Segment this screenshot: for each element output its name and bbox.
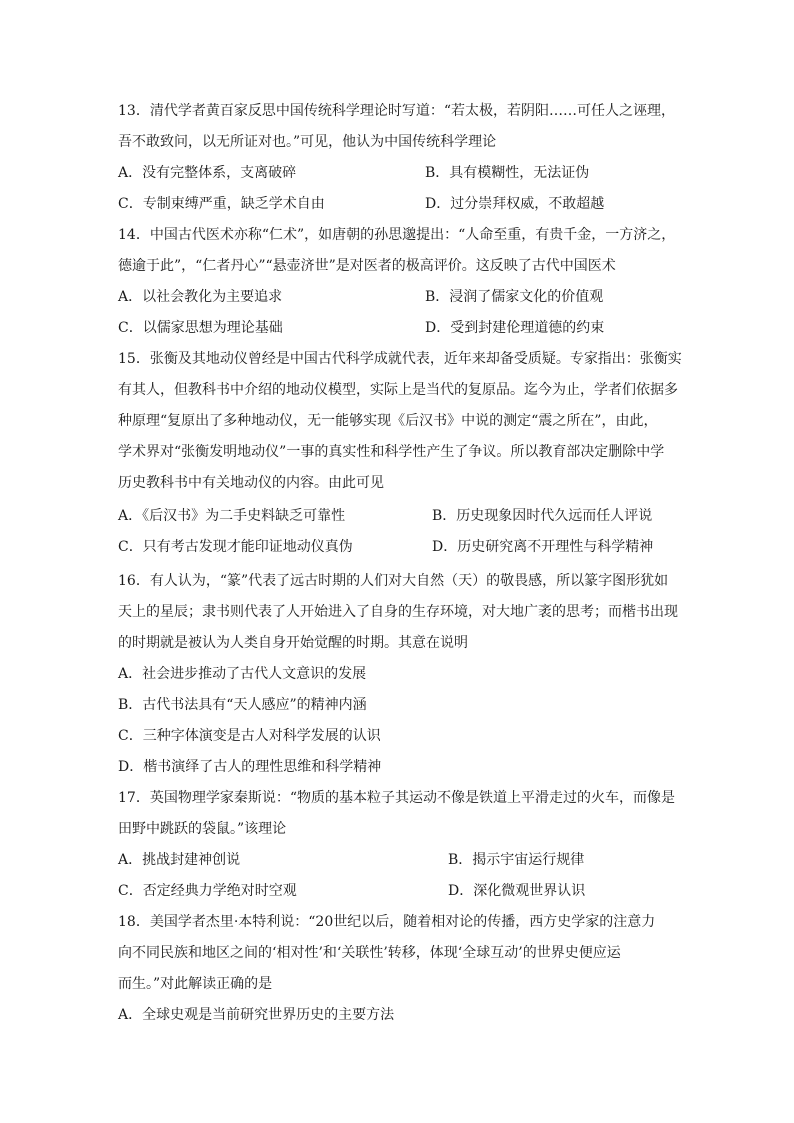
question-15-line: 15．张衡及其地动仪曾经是中国古代科学成就代表，近年来却备受质疑。专家指出：张衡实 [118, 351, 682, 367]
question-13-line: 吾不敢致问，以无所证对也。”可见，他认为中国传统科学理论 [118, 134, 497, 150]
question-17-line: 田野中跳跃的袋鼠。”该理论 [118, 821, 287, 837]
option-c: C．以儒家思想为理论基础 [118, 320, 283, 336]
option-b: B．古代书法具有“天人感应”的精神内涵 [118, 697, 367, 713]
question-13-stem [118, 96, 680, 158]
option-b: B．具有模糊性，无法证伪 [425, 165, 590, 181]
option-d: D．历史研究离不开理性与科学精神 [432, 539, 654, 555]
question-18-line: 向不同民族和地区之间的‘相对性’和‘关联性’转移，体现‘全球互动’的世界史便应运 [118, 945, 621, 961]
option-d: D．楷书演绎了古人的理性思维和科学精神 [118, 759, 382, 775]
option-c: C．只有考古发现才能印证地动仪真伪 [118, 539, 353, 555]
question-15-stem [118, 344, 680, 499]
option-b: B．揭示宇宙运行规律 [448, 852, 585, 868]
question-16-line: 天上的星辰；隶书则代表了人开始进入了自身的生存环境，对大地广袤的思考；而楷书出现 [118, 604, 678, 620]
option-a: A．挑战封建神创说 [118, 852, 241, 868]
option-a: A．《后汉书》为二手史料缺乏可靠性 [118, 508, 346, 524]
question-14-line: 德逾于此”，“仁者丹心”“悬壶济世”是对医者的极高评价。这反映了古代中国医术 [118, 258, 616, 274]
question-17-options [118, 845, 680, 907]
question-14-line: 14．中国古代医术亦称“仁术”，如唐朝的孙思邈提出：“人命至重，有贵千金，一方济之， [118, 227, 676, 243]
option-c: C．否定经典力学绝对时空观 [118, 883, 297, 899]
question-16-stem [118, 566, 680, 659]
question-17-stem [118, 783, 680, 845]
question-15-line: 种原理“复原出了多种地动仪，无一能够实现《后汉书》中说的测定“震之所在”，由此， [118, 413, 658, 429]
option-a: A．没有完整体系，支离破碎 [118, 165, 297, 181]
question-18-stem [118, 907, 680, 1000]
option-c: C．专制束缚严重，缺乏学术自由 [118, 196, 325, 212]
question-18-line: 18．美国学者杰里·本特利说：“20世纪以后，随着相对论的传播，西方史学家的注意力 [118, 914, 656, 930]
question-15-line: 有其人，但教科书中介绍的地动仪模型，实际上是当代的复原品。迄今为止，学者们依据多 [118, 382, 678, 398]
option-a: A．以社会教化为主要追求 [118, 289, 283, 305]
option-d: D．受到封建伦理道德的约束 [425, 320, 605, 336]
option-a: A．社会进步推动了古代人文意识的发展 [118, 666, 367, 682]
question-13-line: 13．清代学者黄百家反思中国传统科学理论时写道：“若太极，若阴阳……可任人之诬理， [118, 103, 675, 119]
question-15-line: 历史教科书中有关地动仪的内容。由此可见 [118, 475, 384, 491]
option-c: C．三种字体演变是古人对科学发展的认识 [118, 728, 381, 744]
question-16-line: 16．有人认为，“篆”代表了远古时期的人们对大自然（天）的敬畏感，所以篆字图形犹如 [118, 573, 669, 589]
question-15-options [118, 501, 680, 563]
option-b: B．浸润了儒家文化的价值观 [425, 289, 604, 305]
question-15-line: 学术界对“张衡发明地动仪”一事的真实性和科学性产生了争议。所以教育部决定删除中学 [118, 444, 665, 460]
option-d: D．过分崇拜权威，不敢超越 [425, 196, 605, 212]
question-13-options [118, 158, 680, 220]
question-16-line: 的时期就是被认为人类自身开始觉醒的时期。其意在说明 [118, 635, 468, 651]
option-a: A．全球史观是当前研究世界历史的主要方法 [118, 1007, 395, 1023]
question-14-stem [118, 220, 680, 282]
option-b: B．历史现象因时代久远而任人评说 [432, 508, 653, 524]
question-14-options [118, 282, 680, 344]
option-d: D．深化微观世界认识 [448, 883, 586, 899]
question-18-line: 而生。”对此解读正确的是 [118, 976, 273, 992]
question-17-line: 17．英国物理学家秦斯说：“物质的基本粒子其运动不像是铁道上平滑走过的火车，而像是 [118, 790, 675, 806]
